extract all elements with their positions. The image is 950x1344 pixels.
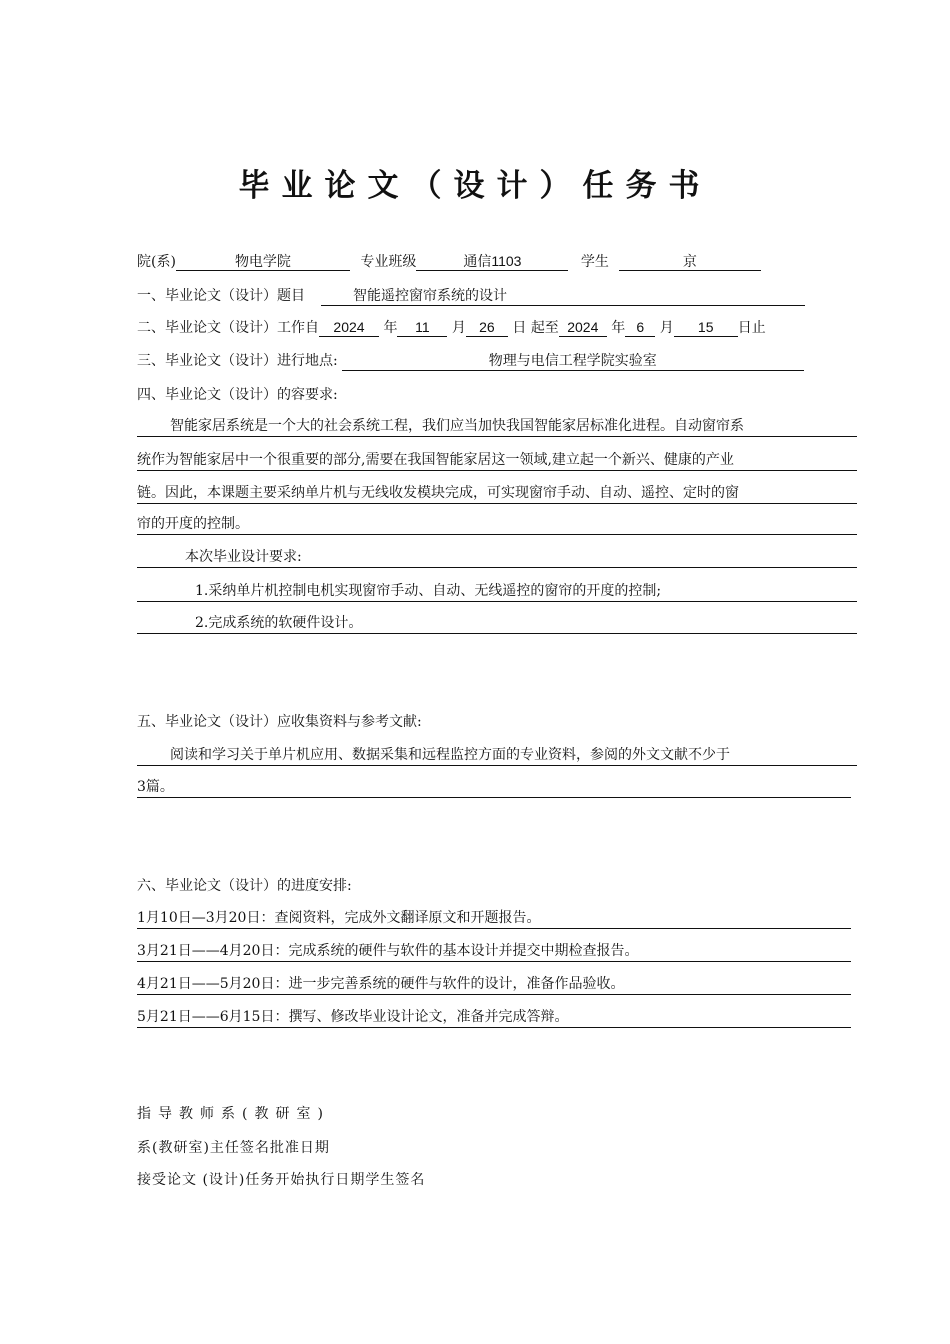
schedule-item-2: 3月21日——4月20日：完成系统的硬件与软件的基本设计并提交中期检查报告。 <box>137 941 851 962</box>
class-label: 专业班级 <box>360 254 417 270</box>
to-label: 起至 <box>530 320 559 336</box>
topic-value <box>321 286 805 306</box>
location-label: 三、毕业论文（设计）进行地点: <box>137 353 338 369</box>
content-para-line-1: 智能家居系统是一个大的社会系统工程，我们应当加快我国智能家居标准化进程。自动窗帘系 <box>137 416 857 437</box>
dept-value: 物电学院 <box>176 252 350 271</box>
director-signature-line: 系(教研室)主任签名批准日期 <box>137 1140 330 1156</box>
content-heading: 四、毕业论文（设计）的容要求: <box>137 387 338 403</box>
schedule-item-3: 4月21日——5月20日：进一步完善系统的硬件与软件的设计，准备作品验收。 <box>137 974 851 995</box>
year-label-1: 年 <box>383 320 398 336</box>
topic-label: 一、毕业论文（设计）题目 <box>137 288 305 304</box>
content-para-line-2: 统作为智能家居中一个很重要的部分,需要在我国智能家居这一领域,建立起一个新兴、健康的产业 <box>137 450 857 471</box>
student-value: 京 <box>619 252 761 271</box>
requirement-item-2: 2.完成系统的软硬件设计。 <box>137 613 857 634</box>
end-year: 2024 <box>559 318 607 337</box>
schedule-item-1: 1月10日—3月20日：查阅资料，完成外文翻译原文和开题报告。 <box>137 908 851 929</box>
start-year: 2024 <box>319 318 379 337</box>
references-heading: 五、毕业论文（设计）应收集资料与参考文献: <box>137 714 422 730</box>
page-title: 毕业论文（设计）任务书 <box>238 168 712 204</box>
header-info-line <box>137 252 761 272</box>
student-label: 学生 <box>580 254 609 270</box>
year-label-2: 年 <box>611 320 626 336</box>
references-line-2: 3篇。 <box>137 777 851 798</box>
topic-value-text: 智能遥控窗帘系统的设计 <box>353 288 507 304</box>
day-label-1: 日 <box>512 320 527 336</box>
month-label-1: 月 <box>451 320 466 336</box>
references-line-1: 阅读和学习关于单片机应用、数据采集和远程监控方面的专业资料，参阅的外文文献不少于 <box>137 745 857 766</box>
requirement-item-1: 1.采纳单片机控制电机实现窗帘手动、自动、无线遥控的窗帘的开度的控制; <box>137 581 857 602</box>
class-value: 通信1103 <box>416 252 568 271</box>
period-line <box>137 318 766 338</box>
dept-label: 院(系) <box>137 254 176 270</box>
topic-line <box>137 286 805 306</box>
student-signature-line: 接受论文 (设计)任务开始执行日期学生签名 <box>137 1172 426 1188</box>
end-month: 6 <box>625 318 655 337</box>
content-para-line-3: 链。因此，本课题主要采纳单片机与无线收发模块完成，可实现窗帘手动、自动、遥控、定时的窗 <box>137 483 857 504</box>
requirements-heading: 本次毕业设计要求: <box>137 547 857 568</box>
schedule-item-4: 5月21日——6月15日：撰写、修改毕业设计论文，准备并完成答辩。 <box>137 1007 851 1028</box>
start-day: 26 <box>466 318 508 337</box>
content-para-line-4: 帘的开度的控制。 <box>137 514 857 535</box>
end-day: 15 <box>674 318 738 337</box>
schedule-heading: 六、毕业论文（设计）的进度安排: <box>137 878 352 894</box>
advisor-signature-line: 指导教师系(教研室) <box>137 1106 330 1122</box>
location-line <box>137 351 804 371</box>
period-label: 二、毕业论文（设计）工作自 <box>137 320 319 336</box>
end-label: 日止 <box>737 320 766 336</box>
location-value: 物理与电信工程学院实验室 <box>342 352 804 371</box>
month-label-2: 月 <box>659 320 674 336</box>
start-month: 11 <box>397 318 447 337</box>
